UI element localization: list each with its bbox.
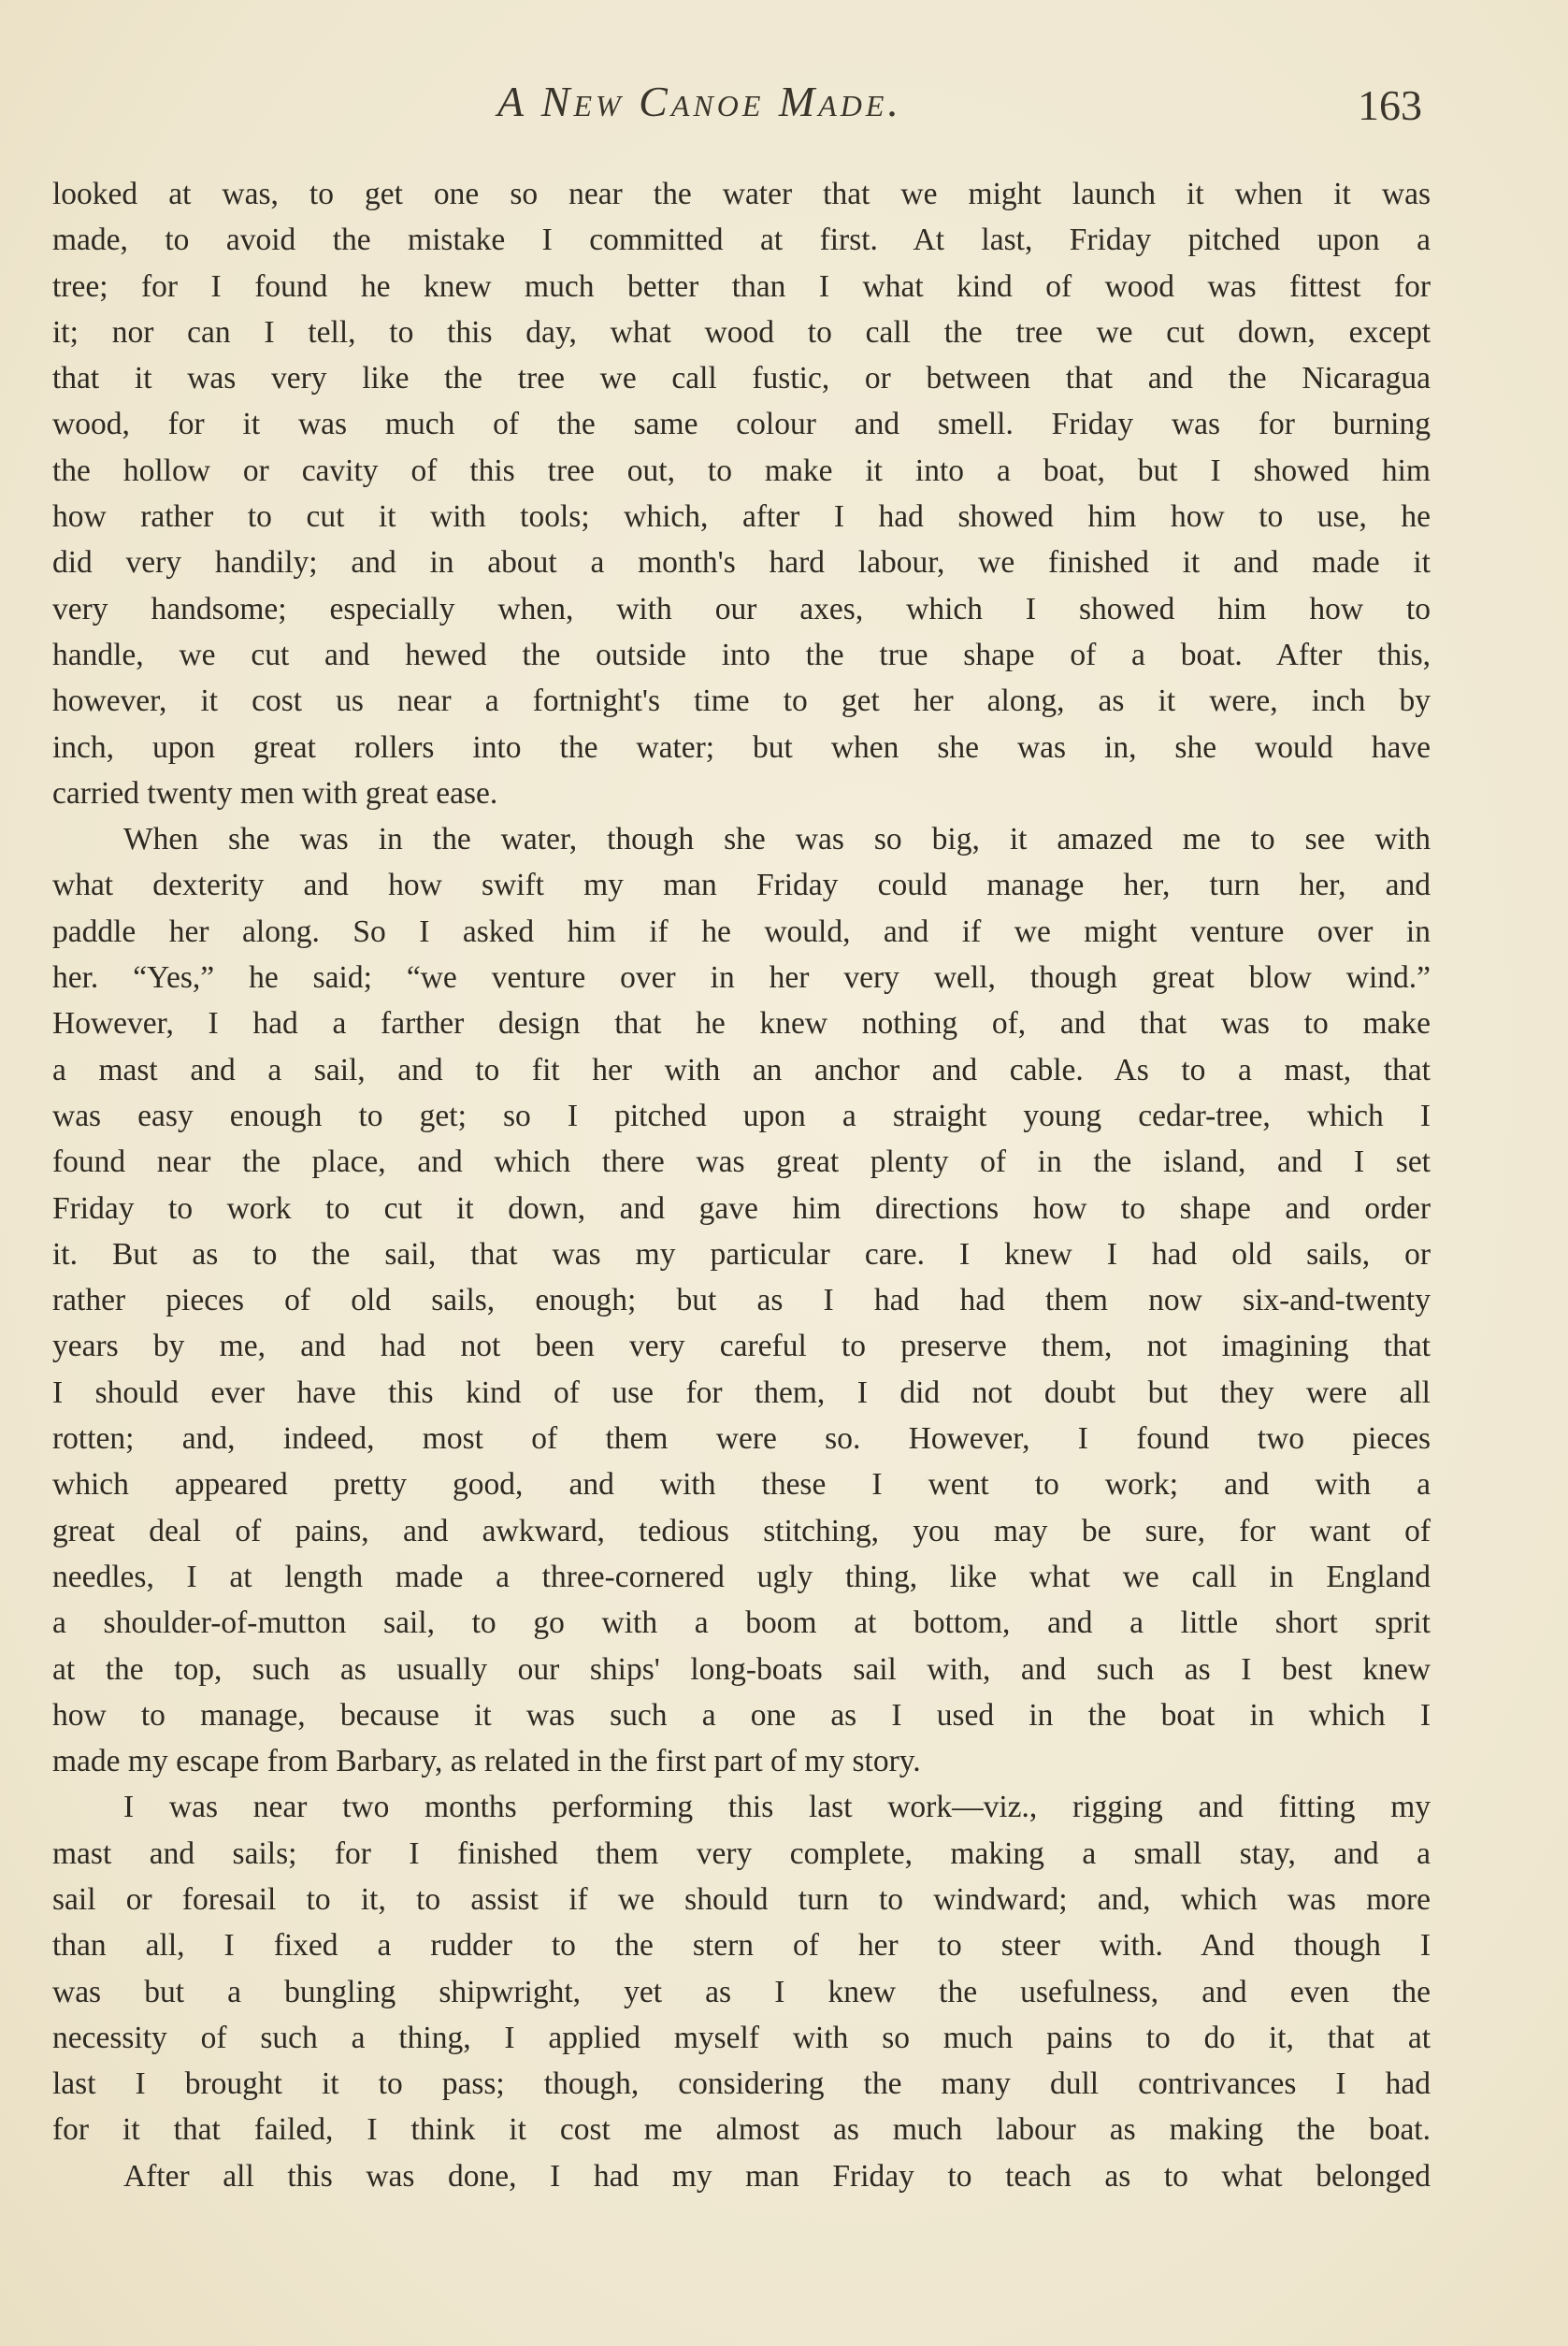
text-line: a mast and a sail, and to fit her with an anchor and cable. As to a mast, that — [52, 1052, 1431, 1087]
text-line: rather pieces of old sails, enough; but as I had had them now six-and-twenty — [52, 1283, 1431, 1318]
text-line: her. “Yes,” he said; “we venture over in her very well, though great blow wind.” — [52, 960, 1431, 996]
text-line: When she was in the water, though she was so big, it amazed me to see with — [123, 822, 1431, 857]
text-line: it; nor can I tell, to this day, what wood to call the tree we cut down, except — [52, 314, 1431, 350]
text-line: what dexterity and how swift my man Friday could manage her, turn her, and — [52, 868, 1431, 903]
text-line: I was near two months performing this last work—viz., rigging and fitting my — [123, 1790, 1431, 1825]
text-line: wood, for it was much of the same colour and smell. Friday was for burning — [52, 407, 1431, 442]
text-line: very handsome; especially when, with our axes, which I showed him how to — [52, 591, 1431, 626]
text-line: Friday to work to cut it down, and gave him directions how to shape and order — [52, 1190, 1431, 1226]
text-line: handle, we cut and hewed the outside into the true shape of a boat. After this, — [52, 637, 1431, 672]
text-line: years by me, and had not been very careful to preserve them, not imagining that — [52, 1329, 1431, 1364]
text-line: was but a bungling shipwright, yet as I knew the usefulness, and even the — [52, 1974, 1431, 2009]
text-line: a shoulder-of-mutton sail, to go with a boom at bottom, and a little short sprit — [52, 1605, 1431, 1641]
text-line: necessity of such a thing, I applied myself with so much pains to do it, that at — [52, 2020, 1431, 2055]
text-line: it. But as to the sail, that was my particular care. I knew I had old sails, or — [52, 1236, 1431, 1272]
text-line: last I brought it to pass; though, considering the many dull contrivances I had — [52, 2066, 1431, 2102]
text-line: paddle her along. So I asked him if he would, and if we might venture over in — [52, 914, 1431, 949]
text-line: the hollow or cavity of this tree out, to make it into a boat, but I showed him — [52, 453, 1431, 488]
running-title: A New Canoe Made. — [497, 78, 902, 125]
text-line: at the top, such as usually our ships' long-boats sail with, and such as I best knew — [52, 1651, 1431, 1687]
text-line: tree; for I found he knew much better than I what kind of wood was fittest for — [52, 268, 1431, 304]
text-line: However, I had a farther design that he knew nothing of, and that was to make — [52, 1006, 1431, 1042]
text-line: for it that failed, I think it cost me almost as much labour as making the boat. — [52, 2112, 1431, 2148]
text-line: found near the place, and which there was great plenty of in the island, and I set — [52, 1144, 1431, 1180]
text-line: that it was very like the tree we call fustic, or between that and the Nicaragua — [52, 361, 1431, 396]
text-line: was easy enough to get; so I pitched upon a straight young cedar-tree, which I — [52, 1098, 1431, 1133]
running-header — [0, 77, 1568, 142]
text-line: made my escape from Barbary, as related in the first part of my story. — [52, 1744, 921, 1779]
text-line: inch, upon great rollers into the water; but when she was in, she would have — [52, 729, 1431, 765]
text-line: mast and sails; for I finished them very complete, making a small stay, and a — [52, 1835, 1431, 1871]
text-line: made, to avoid the mistake I committed at first. At last, Friday pitched upon a — [52, 223, 1431, 258]
text-line: looked at was, to get one so near the water that we might launch it when it was — [52, 177, 1431, 211]
text-line: needles, I at length made a three-cornered ugly thing, like what we call in England — [52, 1559, 1431, 1594]
text-line: how to manage, because it was such a one as I used in the boat in which I — [52, 1697, 1431, 1733]
text-line: than all, I fixed a rudder to the stern of her to steer with. And though I — [52, 1928, 1431, 1964]
text-line: which appeared pretty good, and with these I went to work; and with a — [52, 1467, 1431, 1503]
text-line: carried twenty men with great ease. — [52, 775, 498, 811]
page-number: 163 — [1358, 81, 1422, 129]
text-line: great deal of pains, and awkward, tedious stitching, you may be sure, for want of — [52, 1513, 1431, 1548]
text-line: After all this was done, I had my man Friday to teach as to what belonged — [123, 2158, 1431, 2194]
text-line: I should ever have this kind of use for them, I did not doubt but they were all — [52, 1374, 1431, 1410]
text-line: however, it cost us near a fortnight's time to get her along, as it were, inch by — [52, 684, 1431, 719]
text-line: sail or foresail to it, to assist if we should turn to windward; and, which was more — [52, 1881, 1431, 1917]
text-line: rotten; and, indeed, most of them were so. However, I found two pieces — [52, 1421, 1431, 1457]
body-text — [52, 171, 1431, 2199]
text-line: did very handily; and in about a month's hard labour, we finished it and made it — [52, 545, 1431, 581]
text-line: how rather to cut it with tools; which, after I had showed him how to use, he — [52, 499, 1431, 535]
